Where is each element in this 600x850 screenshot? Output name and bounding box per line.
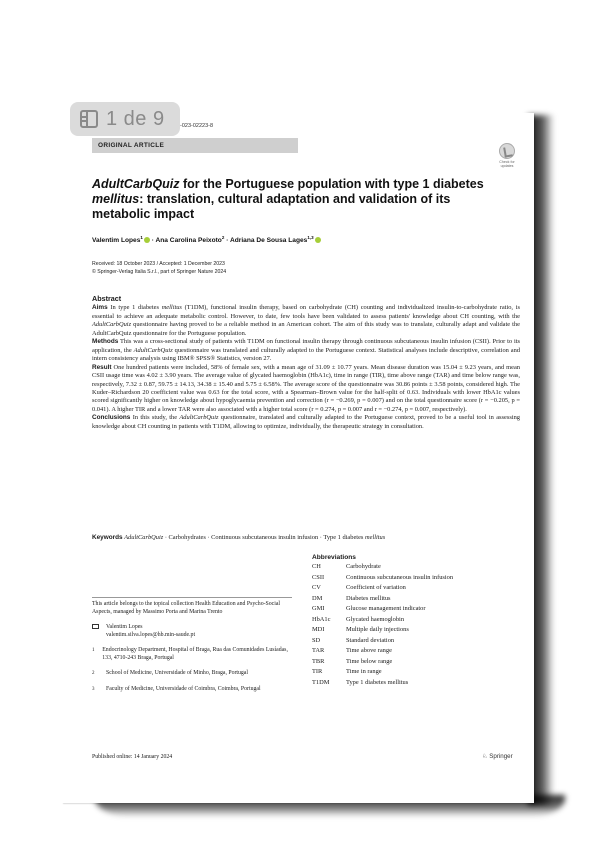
abbrev-def: Diabetes mellitus bbox=[346, 594, 391, 602]
abbrev-term: SD bbox=[312, 636, 321, 644]
abbrev-term: TBR bbox=[312, 657, 325, 665]
conclusions-italic: AdultCarbQuiz bbox=[179, 414, 219, 422]
aims-text: (T1DM), functional insulin therapy, based on carbohydrate (CH) counting and individualized insulin-to-carbohydrate ratio, is essential to achieve an adequate metabolic control. However, to date, few tools have been validated to assess patients' knowledge about CH counting, with the bbox=[92, 304, 520, 320]
author-list: Valentim Lopes$^1$ · Ana Carolina Peixoto$^2$ · Adriana De Sousa Lages$^{1,3}$ bbox=[92, 235, 321, 244]
check-updates-icon bbox=[499, 143, 515, 159]
document-page bbox=[62, 113, 534, 803]
orcid-icon[interactable] bbox=[144, 237, 150, 243]
abbrev-row bbox=[312, 583, 522, 594]
contact-email[interactable]: valentim.silva.lopes@hb.min-saude.pt bbox=[106, 631, 196, 638]
abbrev-term: MDI bbox=[312, 626, 325, 634]
keywords-label: Keywords bbox=[92, 534, 123, 541]
footnotes bbox=[92, 597, 292, 693]
abbrev-row bbox=[312, 594, 522, 605]
title-italic: AdultCarbQuiz bbox=[92, 177, 180, 191]
abbrev-term: CH bbox=[312, 563, 321, 570]
result-text: One hundred patients were included, 58% of female sex, with a mean age of 31.09 ± 10.77 years. Mean disease duration was 15.04 ± 9.23 years, and mean CSII usage time was 4.02 ± 3.90 years. The average value of glycated haemoglobin (HbA1c), time in range (TIR), time above range (TAR) and time below range was, respectively, 7.32 ± 0.87, 59.75 ± 14.13, 34.38 ± 15.40 and 5.75 ± 6.58%. The average score of the questionnaire was 30.86 points ± 3.58 points, considered high. The Kuder–Richardson 20 coefficient value was 0.63 for the total score, with a Spearman–Brown value for the half-split of 0.63. Individuals with lower HbA1c values scored significantly higher on knowledge about hypoglycaemia prevention and correction (r = −0.269, p = 0.007) and on the total questionnaire score (r = −0.205, p = 0.041). A higher TIR and a lower TAR were also associated with a higher total score (r = 0.274, p = 0.007 and r = −0.274, p = 0.007, respectively). bbox=[92, 363, 520, 413]
author-affil: 1 bbox=[140, 235, 143, 240]
affiliation-item bbox=[92, 647, 292, 662]
abbrev-term: TIR bbox=[312, 668, 323, 676]
affiliation-num: 2 bbox=[92, 671, 95, 676]
abbrev-def: Time above range bbox=[346, 647, 392, 655]
conclusions-text: In this study, the bbox=[132, 414, 180, 422]
abbrev-def: Carbohydrate bbox=[346, 563, 381, 570]
article-type: ORIGINAL ARTICLE bbox=[98, 142, 165, 149]
abbrev-term: CV bbox=[312, 584, 321, 592]
abbrev-row bbox=[312, 573, 522, 584]
affiliation-text: Endocrinology Department, Hospital of Braga, Rua das Comunidades Lusíadas, 133, 4710-243 Braga, Portugal bbox=[102, 647, 288, 661]
orcid-icon[interactable] bbox=[315, 237, 321, 243]
received-accepted: Received: 18 October 2023 / Accepted: 1 December 2023 bbox=[92, 261, 225, 267]
page-indicator[interactable] bbox=[70, 102, 180, 136]
springer-icon: ♘ bbox=[482, 753, 488, 760]
collection-note: This article belongs to the topical collection Health Education and Psycho-Social Aspects, managed by Massimo Porta and Marina Trento bbox=[92, 601, 281, 615]
contact-name: Valentim Lopes bbox=[106, 624, 143, 630]
abbreviations bbox=[312, 554, 522, 689]
affiliation-num: 3 bbox=[92, 686, 95, 692]
doi[interactable]: -023-02223-8 bbox=[180, 123, 214, 129]
affiliation-text: Faculty of Medicine, Universidade of Coimbra, Coimbra, Portugal bbox=[106, 685, 261, 692]
abbrev-term: T1DM bbox=[312, 679, 330, 687]
affiliation-item bbox=[92, 686, 292, 694]
publication-dates bbox=[92, 261, 226, 276]
abbrev-row bbox=[312, 562, 522, 573]
abbrev-def: Type 1 diabetes mellitus bbox=[346, 679, 409, 687]
abbrev-def: Glycated haemoglobin bbox=[346, 615, 405, 623]
abbrev-def: Coefficient of variation bbox=[346, 584, 406, 592]
abstract bbox=[92, 295, 520, 431]
abbrev-row bbox=[312, 678, 522, 689]
abbrev-def: Time in range bbox=[346, 668, 382, 676]
check-updates-button[interactable] bbox=[494, 143, 520, 168]
methods-text: This was a cross-sectional study of patients with T1DM on functional insulin therapy through continuous subcutaneous insulin infusion (CSII). Prior to its application, the bbox=[92, 338, 521, 354]
keyword-list: · Carbohydrates · Continuous subcutaneous insulin infusion · Type 1 diabetes bbox=[163, 534, 365, 541]
abstract-conclusions bbox=[92, 414, 520, 431]
abbrev-row bbox=[312, 667, 522, 678]
abbrev-row bbox=[312, 604, 522, 615]
keyword-italic: mellitus bbox=[365, 534, 386, 541]
author-affil: 2 bbox=[221, 235, 225, 240]
author-name[interactable]: Adriana De Sousa Lages bbox=[229, 237, 308, 245]
author-name[interactable]: Ana Carolina Peixoto bbox=[155, 237, 222, 245]
keywords bbox=[92, 534, 385, 541]
check-updates-label: Check for updates bbox=[499, 160, 515, 168]
abstract-heading: Abstract bbox=[92, 294, 122, 303]
author-affil: 1,3 bbox=[307, 235, 314, 240]
abbrev-def: Multiple daily injections bbox=[346, 626, 409, 634]
aims-italic: mellitus bbox=[161, 304, 182, 312]
abbrev-term: DM bbox=[312, 594, 323, 602]
abbrev-row bbox=[312, 646, 522, 657]
abbrev-term: HbA1c bbox=[312, 615, 331, 623]
abbrev-term: GMI bbox=[312, 605, 325, 613]
conclusions-label: Conclusions bbox=[92, 414, 131, 422]
affiliation-text: School of Medicine, Universidade of Minho, Braga, Portugal bbox=[106, 670, 248, 676]
abstract-result bbox=[92, 364, 520, 415]
abstract-aims bbox=[92, 304, 520, 338]
abbrev-row bbox=[312, 615, 522, 626]
published-date: Published online: 14 January 2024 bbox=[92, 754, 173, 760]
methods-text: questionnaire was translated and culturally adapted to the Portuguese context. Statistical analyses include descriptive, correlation and intern consistency analysis using IBM® SPSS® Statistics, version 27. bbox=[92, 346, 520, 363]
abbrev-def: Standard deviation bbox=[346, 636, 395, 644]
abstract-methods bbox=[92, 338, 520, 363]
methods-label: Methods bbox=[92, 338, 119, 346]
author-name[interactable]: Valentim Lopes bbox=[92, 237, 141, 245]
abbrev-row bbox=[312, 636, 522, 647]
affiliation-num: 1 bbox=[92, 648, 95, 653]
result-label: Result bbox=[92, 363, 112, 371]
methods-italic: AdultCarbQuiz bbox=[133, 346, 173, 354]
aims-label: Aims bbox=[92, 304, 108, 312]
copyright: © Springer-Verlag Italia S.r.l., part of Springer Nature 2024 bbox=[92, 268, 227, 275]
title-part1: for the Portuguese population with type 1 diabetes bbox=[179, 177, 484, 191]
publisher-name: Springer bbox=[489, 753, 513, 760]
publisher-logo bbox=[482, 753, 513, 760]
affiliation-item bbox=[92, 670, 292, 678]
page-layout-icon bbox=[80, 110, 98, 128]
abbrev-row bbox=[312, 657, 522, 668]
mail-icon bbox=[92, 624, 99, 629]
abbrev-def: Time below range bbox=[346, 657, 393, 665]
title-part2: : translation, cultural adaptation and validation of its metabolic impact bbox=[92, 192, 451, 221]
aims-text: In type 1 diabetes bbox=[110, 304, 162, 312]
article-title bbox=[92, 177, 492, 222]
abbrev-def: Continuous subcutaneous insulin infusion bbox=[346, 573, 454, 581]
footnote-rule bbox=[92, 597, 292, 598]
title-italic2: mellitus bbox=[92, 192, 140, 206]
aims-italic: AdultCarbQuiz bbox=[92, 321, 132, 329]
abbrev-row bbox=[312, 625, 522, 636]
abbrev-term: CSII bbox=[312, 573, 325, 581]
keyword-italic: AdultCarbQuiz bbox=[124, 534, 164, 541]
abbreviations-heading: Abbreviations bbox=[312, 554, 356, 561]
abbrev-def: Glucose management indicator bbox=[346, 605, 426, 613]
conclusions-text: questionnaire, translated and culturally adapted to the Portuguese context, proved to be a useful tool in assessing knowledge about CH counting in patients with T1DM, allowing to optimize, individually, the therapeutic strategy in consultation. bbox=[92, 414, 520, 430]
abbrev-term: TAR bbox=[312, 647, 325, 655]
page-indicator-text: 1 de 9 bbox=[106, 107, 165, 130]
aims-text: questionnaire having proved to be a reliable method in an American cohort. The aim of this study was to translate, culturally adapt and validate the AdultCarbQuiz questionnaire for the Portuguese population. bbox=[92, 321, 520, 337]
contact-block bbox=[92, 624, 292, 639]
article-type-bar bbox=[92, 138, 298, 153]
